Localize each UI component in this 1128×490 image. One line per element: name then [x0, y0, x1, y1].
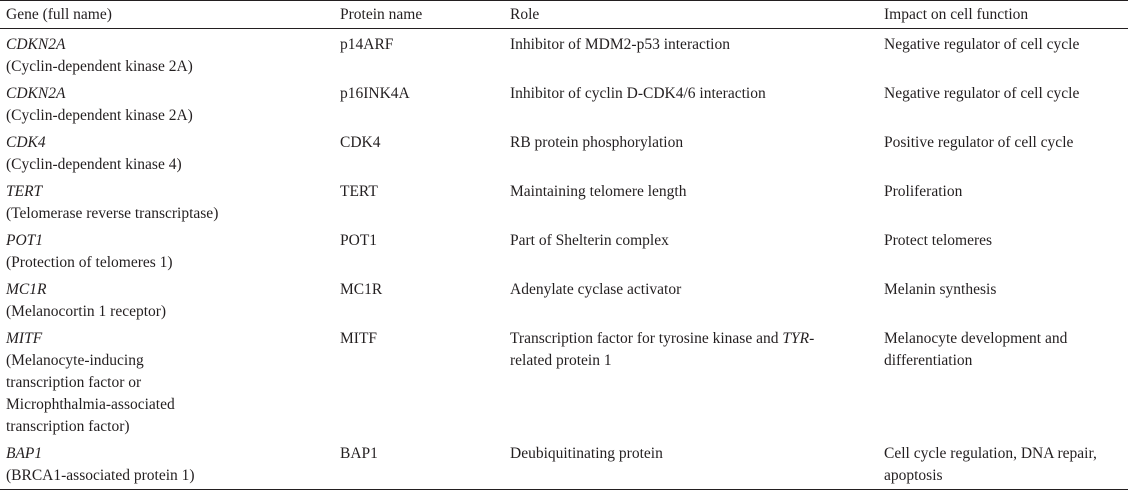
- gene-cell: [0, 29, 334, 81]
- protein-cell: CDK4: [340, 134, 381, 151]
- gene-cell: [0, 129, 334, 178]
- impact-cell: Melanin synthesis: [884, 281, 997, 298]
- impact-cell: Negative regulator of cell cycle: [884, 36, 1080, 53]
- gene-full-name: (Melanocyte-inducing transcription factor or Microphthalmia-associated transcription factor): [6, 352, 175, 435]
- protein-cell: MC1R: [340, 281, 383, 298]
- role-cell: Maintaining telomere length: [510, 183, 687, 200]
- gene-symbol: BAP1: [6, 445, 43, 462]
- gene-cell: [0, 80, 334, 129]
- gene-full-name: (Protection of telomeres 1): [6, 254, 173, 271]
- gene-cell: [0, 325, 334, 440]
- role-cell: Adenylate cyclase activator: [510, 281, 682, 298]
- header-protein: Protein name: [340, 6, 423, 23]
- header-gene: Gene (full name): [6, 6, 112, 23]
- gene-symbol: TERT: [6, 183, 43, 200]
- protein-cell: p14ARF: [340, 36, 394, 53]
- role-cell: RB protein phosphorylation: [510, 134, 684, 151]
- gene-full-name: (BRCA1-associated protein 1): [6, 467, 195, 484]
- table-row: [0, 80, 1128, 129]
- gene-symbol: CDK4: [6, 134, 46, 151]
- gene-full-name: (Cyclin-dependent kinase 2A): [6, 58, 193, 75]
- gene-cell: [0, 178, 334, 227]
- gene-full-name: (Melanocortin 1 receptor): [6, 303, 167, 320]
- table-row: [0, 276, 1128, 325]
- role-text: Transcription factor for tyrosine kinase and: [510, 330, 783, 347]
- gene-symbol: CDKN2A: [6, 85, 66, 102]
- gene-cell: [0, 276, 334, 325]
- protein-cell: MITF: [340, 330, 378, 347]
- header-role: Role: [510, 6, 540, 23]
- header-impact: Impact on cell function: [884, 6, 1029, 23]
- protein-cell: POT1: [340, 232, 378, 249]
- role-cell: [504, 325, 878, 440]
- table-row: [0, 29, 1128, 81]
- gene-symbol: CDKN2A: [6, 36, 66, 53]
- protein-cell: p16INK4A: [340, 85, 410, 102]
- gene-full-name: (Cyclin-dependent kinase 2A): [6, 107, 193, 124]
- impact-cell: Proliferation: [884, 183, 963, 200]
- role-cell: Deubiquitinating protein: [510, 445, 663, 462]
- role-cell: Inhibitor of MDM2-p53 interaction: [510, 36, 730, 53]
- gene-symbol: MC1R: [6, 281, 47, 298]
- gene-full-name: (Cyclin-dependent kinase 4): [6, 156, 182, 173]
- role-cell: Part of Shelterin complex: [510, 232, 669, 249]
- table-row: [0, 227, 1128, 276]
- impact-cell: Negative regulator of cell cycle: [884, 85, 1080, 102]
- role-gene-symbol: TYR: [782, 330, 810, 347]
- header-row: [0, 1, 1128, 29]
- protein-cell: TERT: [340, 183, 378, 200]
- impact-cell: Positive regulator of cell cycle: [884, 134, 1074, 151]
- gene-full-name: (Telomerase reverse transcriptase): [6, 205, 219, 222]
- gene-symbol: POT1: [6, 232, 44, 249]
- table-row: [0, 178, 1128, 227]
- impact-cell: Protect telomeres: [884, 232, 993, 249]
- role-cell: Inhibitor of cyclin D-CDK4/6 interaction: [510, 85, 766, 102]
- role-text: -related protein 1: [510, 330, 815, 369]
- gene-symbol: MITF: [6, 330, 43, 347]
- gene-cell: [0, 440, 334, 490]
- protein-cell: BAP1: [340, 445, 378, 462]
- gene-cell: [0, 227, 334, 276]
- impact-cell: Cell cycle regulation, DNA repair, apoptosis: [884, 445, 1097, 484]
- table-row: [0, 440, 1128, 490]
- impact-cell: Melanocyte development and differentiation: [884, 330, 1068, 369]
- table-row: [0, 129, 1128, 178]
- table-row: [0, 325, 1128, 440]
